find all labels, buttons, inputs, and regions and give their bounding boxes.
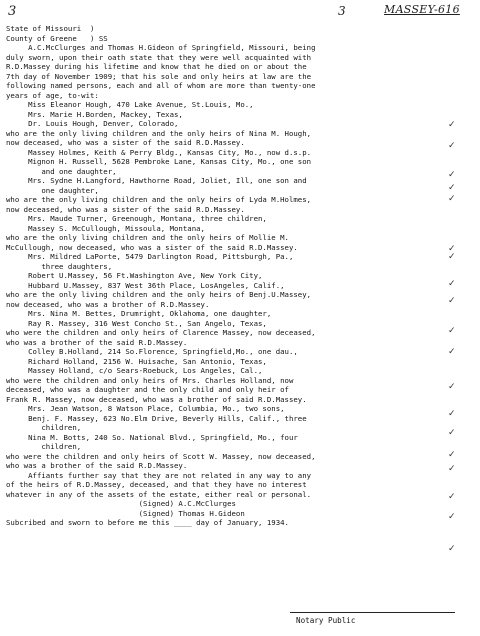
checkmark-icon: ✓ bbox=[448, 326, 456, 336]
document-line: whatever in any of the assets of the estate, either real or personal. bbox=[6, 489, 312, 499]
document-line: R.D.Massey during his lifetime and know that he died on or about the bbox=[6, 62, 307, 71]
document-line: Ray R. Massey, 316 West Concho St., San Angelo, Texas, bbox=[6, 318, 267, 328]
notary-signature-line bbox=[290, 612, 455, 613]
handwritten-file-label: MASSEY-616 bbox=[384, 3, 460, 16]
document-line: who were the children and only heirs of Scott W. Massey, now deceased, bbox=[6, 451, 316, 461]
document-line: who are the only living children and the only heirs of Benj.U.Massey, bbox=[6, 290, 312, 299]
document-line: Mrs. Mildred LaPorte, 5479 Darlington Road, Pittsburgh, Pa., bbox=[6, 252, 294, 261]
checkmark-icon: ✓ bbox=[448, 279, 456, 289]
checkmark-icon: ✓ bbox=[448, 382, 456, 392]
document-line: now deceased, who was a brother of R.D.Massey. bbox=[6, 299, 210, 309]
document-line: Hubbard U.Massey, 837 West 36th Place, LosAngeles, Calif., bbox=[6, 280, 285, 290]
document-line: now deceased, who was a sister of the said R.D.Massey. bbox=[6, 204, 245, 214]
document-line: Mrs. Marie H.Borden, Mackey, Texas, bbox=[6, 109, 183, 119]
document-line: of the heirs of R.D.Massey, deceased, and that they have no interest bbox=[6, 480, 307, 489]
document-line: one daughter, bbox=[6, 185, 99, 195]
document-line: (Signed) Thomas H.Gideon bbox=[6, 508, 245, 518]
document-line: who are the only living children and the only heirs of Nina M. Hough, bbox=[6, 128, 312, 138]
notary-public-label: Notary Public bbox=[296, 616, 356, 625]
document-line: State of Missouri ) bbox=[6, 24, 95, 33]
document-line: A.C.McClurges and Thomas H.Gideon of Springfield, Missouri, being bbox=[6, 43, 316, 52]
document-line: (Signed) A.C.McClurges bbox=[6, 499, 236, 508]
document-line: Colley B.Holland, 214 So.Florence, Springfield,Mo., one dau., bbox=[6, 347, 298, 356]
document-line: Nina M. Botts, 240 So. National Blvd., Springfield, Mo., four bbox=[6, 432, 298, 442]
document-line: Subcribed and sworn to before me this ____ day of January, 1934. bbox=[6, 518, 289, 527]
document-line: and one daughter, bbox=[6, 166, 117, 176]
document-line: who were the children and only heirs of Mrs. Charles Holland, now bbox=[6, 375, 294, 385]
checkmark-icon: ✓ bbox=[448, 428, 456, 438]
handwritten-number: 3 bbox=[338, 4, 346, 18]
checkmark-icon: ✓ bbox=[448, 409, 456, 419]
document-line: children, bbox=[6, 423, 82, 432]
document-line: who are the only living children and the only heirs of Lyda M.Holmes, bbox=[6, 195, 312, 204]
document-line: Benj. F. Massey, 623 No.Elm Drive, Beverly Hills, Calif., three bbox=[6, 413, 307, 423]
handwritten-page-number: 3 bbox=[8, 4, 17, 19]
document-line: Mrs. Maude Turner, Greenough, Montana, three children, bbox=[6, 214, 267, 223]
document-line: Mrs. Sydne H.Langford, Hawthorne Road, Joliet, Ill, one son and bbox=[6, 176, 307, 185]
document-line: Dr. Louis Hough, Denver, Colorado, bbox=[6, 119, 179, 128]
document-line: Massey Holland, c/o Sears-Roebuck, Los Angeles, Cal., bbox=[6, 366, 263, 375]
document-line: years of age, to-wit: bbox=[6, 90, 99, 100]
checkmark-icon: ✓ bbox=[448, 170, 456, 180]
document-line: who are the only living children and the only heirs of Mollie M. bbox=[6, 233, 289, 242]
document-line: Massey S. McCullough, Missoula, Montana, bbox=[6, 223, 205, 233]
document-line: McCullough, now deceased, who was a sister of the said R.D.Massey. bbox=[6, 242, 298, 252]
document-line: Robert U.Massey, 56 Ft.Washington Ave, New York City, bbox=[6, 271, 263, 280]
document-line: children, bbox=[6, 442, 82, 451]
checkmark-icon: ✓ bbox=[448, 296, 456, 306]
affidavit-body bbox=[6, 24, 468, 528]
checkmark-icon: ✓ bbox=[448, 464, 456, 474]
checkmark-icon: ✓ bbox=[448, 512, 456, 522]
document-line: who was a brother of the said R.D.Massey. bbox=[6, 337, 188, 347]
document-line: Miss Eleanor Hough, 470 Lake Avenue, St.Louis, Mo., bbox=[6, 100, 254, 109]
document-line: three daughters, bbox=[6, 261, 113, 271]
document-line: Mignon H. Russell, 5628 Pembroke Lane, Kansas City, Mo., one son bbox=[6, 157, 312, 166]
checkmark-icon: ✓ bbox=[448, 544, 456, 554]
checkmark-icon: ✓ bbox=[448, 450, 456, 460]
margin-checkmarks bbox=[448, 0, 478, 636]
document-line: Affiants further say that they are not related in any way to any bbox=[6, 470, 312, 480]
checkmark-icon: ✓ bbox=[448, 244, 456, 254]
checkmark-icon: ✓ bbox=[448, 183, 456, 193]
document-line: who were the children and only heirs of Clarence Massey, now deceased, bbox=[6, 328, 316, 337]
checkmark-icon: ✓ bbox=[448, 194, 456, 204]
document-line: following named persons, each and all of whom are more than twenty-one bbox=[6, 81, 316, 90]
document-line: who was a brother of the said R.D.Massey. bbox=[6, 461, 188, 470]
document-line: Mrs. Nina M. Bettes, Drumright, Oklahoma, one daughter, bbox=[6, 309, 272, 318]
document-line: now deceased, who was a sister of the said R.D.Massey. bbox=[6, 138, 245, 147]
document-line: Richard Holland, 2156 W. Huisache, San Antonio, Texas, bbox=[6, 356, 267, 366]
document-line: deceased, who was a daughter and the only child and only heir of bbox=[6, 385, 289, 394]
checkmark-icon: ✓ bbox=[448, 347, 456, 357]
checkmark-icon: ✓ bbox=[448, 120, 456, 130]
document-line: Frank R. Massey, now deceased, who was a brother of said R.D.Massey. bbox=[6, 394, 307, 404]
checkmark-icon: ✓ bbox=[448, 252, 456, 262]
document-line: Mrs. Jean Watson, 8 Watson Place, Columbia, Mo., two sons, bbox=[6, 404, 285, 413]
document-line: Massey Holmes, Keith & Perry Bldg., Kansas City, Mo., now d.s.p. bbox=[6, 147, 312, 157]
document-line: County of Greene ) SS bbox=[6, 33, 108, 43]
checkmark-icon: ✓ bbox=[448, 492, 456, 502]
document-line: 7th day of November 1909; that his sole and only heirs at law are the bbox=[6, 71, 312, 81]
document-line: duly sworn, upon their oath state that they were well acquainted with bbox=[6, 52, 312, 62]
checkmark-icon: ✓ bbox=[448, 141, 456, 151]
